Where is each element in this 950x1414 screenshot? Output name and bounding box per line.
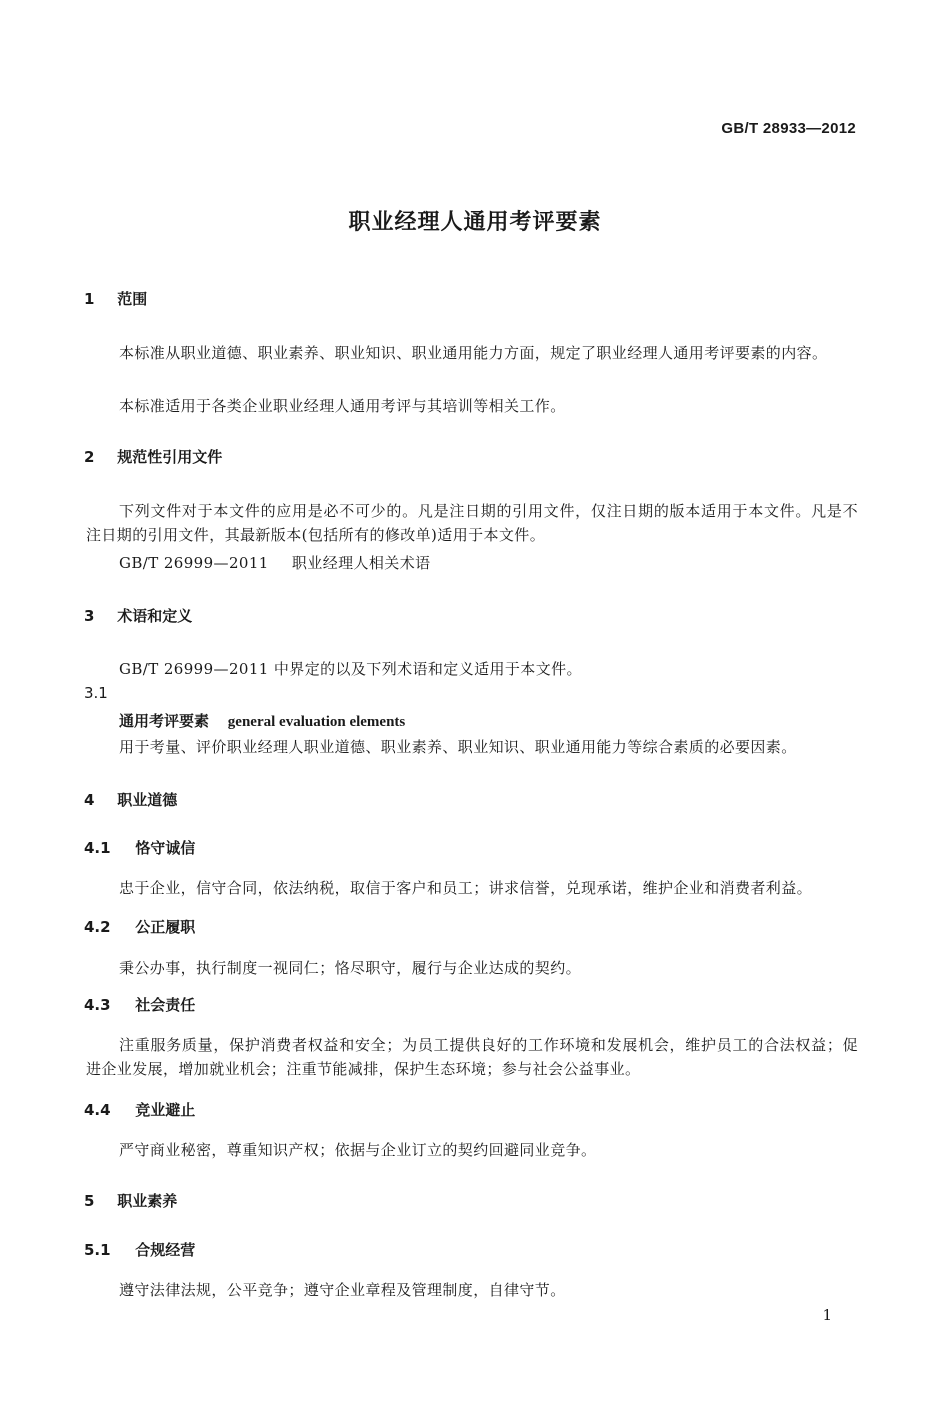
section-number: 2 xyxy=(84,448,95,466)
scope-paragraph-2: 本标准适用于各类企业职业经理人通用考评与其培训等相关工作。 xyxy=(119,397,566,415)
page-number: 1 xyxy=(822,1306,832,1324)
section-title: 范围 xyxy=(117,290,148,308)
section-heading-terms xyxy=(84,605,192,626)
section-title: 术语和定义 xyxy=(117,607,193,625)
section-heading-normative-references xyxy=(84,446,222,467)
non-compete-text: 严守商业秘密，尊重知识产权；依据与企业订立的契约回避同业竞争。 xyxy=(119,1141,597,1159)
term-entry xyxy=(119,710,405,731)
subsection-title: 竞业避止 xyxy=(135,1101,196,1119)
section-title: 职业素养 xyxy=(117,1192,178,1210)
subsection-number: 4.2 xyxy=(84,918,111,936)
subsection-heading-fair-duty xyxy=(84,916,195,937)
references-paragraph: 下列文件对于本文件的应用是必不可少的。凡是注日期的引用文件，仅注日期的版本适用于本文件。凡是不注日期的引用文件，其最新版本(包括所有的修改单)适用于本文件。 xyxy=(86,502,858,544)
reference-title: 职业经理人相关术语 xyxy=(291,554,431,572)
fair-duty-text: 秉公办事，执行制度一视同仁；恪尽职守，履行与企业达成的契约。 xyxy=(119,959,582,977)
reference-code: GB/T 26999—2011 xyxy=(119,554,269,572)
subsection-number: 4.4 xyxy=(84,1101,111,1119)
subsection-heading-non-compete xyxy=(84,1099,195,1120)
standard-code: GB/T 28933—2012 xyxy=(721,120,856,137)
subsection-heading-integrity xyxy=(84,837,195,858)
section-number: 4 xyxy=(84,791,95,809)
subsection-title: 合规经营 xyxy=(135,1241,196,1259)
term-english: general evaluation elements xyxy=(227,714,406,730)
subsection-number: 4.3 xyxy=(84,996,111,1014)
subsection-heading-social-responsibility xyxy=(84,994,195,1015)
section-number: 1 xyxy=(84,290,95,308)
section-number: 3 xyxy=(84,607,95,625)
subsection-number: 4.1 xyxy=(84,839,111,857)
document-title: 职业经理人通用考评要素 xyxy=(348,210,602,235)
reference-entry xyxy=(119,552,431,573)
section-title: 职业道德 xyxy=(117,791,178,809)
subsection-heading-compliance xyxy=(84,1239,195,1260)
subsection-title: 公正履职 xyxy=(135,918,196,936)
scope-paragraph-1: 本标准从职业道德、职业素养、职业知识、职业通用能力方面，规定了职业经理人通用考评要素的内容。 xyxy=(119,344,828,362)
integrity-text: 忠于企业，信守合同，依法纳税，取信于客户和员工；讲求信誉，兑现承诺，维护企业和消费者利益。 xyxy=(119,879,813,897)
section-number: 5 xyxy=(84,1192,95,1210)
terms-paragraph: GB/T 26999—2011 中界定的以及下列术语和定义适用于本文件。 xyxy=(119,660,582,678)
term-definition: 用于考量、评价职业经理人职业道德、职业素养、职业知识、职业通用能力等综合素质的必要因素。 xyxy=(119,738,797,756)
section-heading-scope xyxy=(84,288,147,309)
subsection-title: 恪守诚信 xyxy=(135,839,196,857)
compliance-text: 遵守法律法规，公平竞争；遵守企业章程及管理制度，自律守节。 xyxy=(119,1281,566,1299)
term-chinese: 通用考评要素 xyxy=(119,712,210,730)
section-heading-professional-quality xyxy=(84,1190,177,1211)
section-heading-professional-ethics xyxy=(84,789,177,810)
social-responsibility-text: 注重服务质量，保护消费者权益和安全；为员工提供良好的工作环境和发展机会，维护员工的合法权益；促进企业发展，增加就业机会；注重节能减排，保护生态环境；参与社会公益事业。 xyxy=(86,1036,858,1078)
clause-number: 3.1 xyxy=(84,684,108,702)
section-title: 规范性引用文件 xyxy=(117,448,223,466)
subsection-title: 社会责任 xyxy=(135,996,196,1014)
subsection-number: 5.1 xyxy=(84,1241,111,1259)
